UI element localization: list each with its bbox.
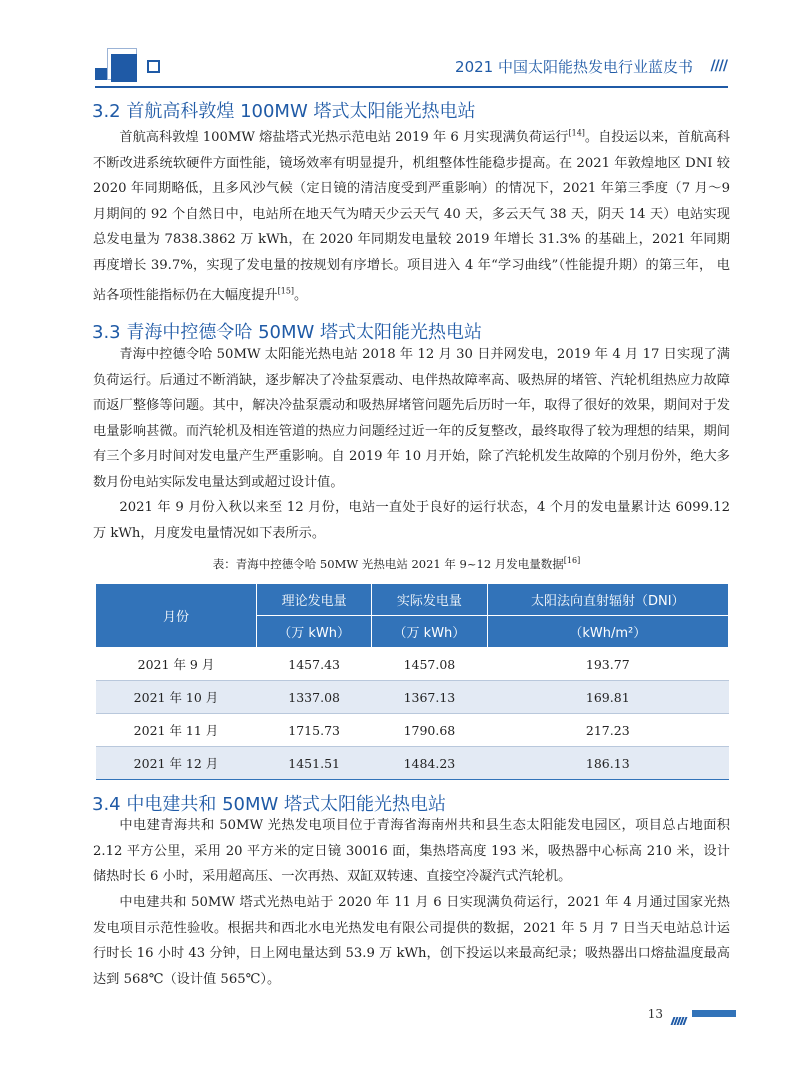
generation-data-table bbox=[95, 583, 729, 780]
cell-theory: 1457.43 bbox=[257, 648, 372, 681]
cell-theory: 1451.51 bbox=[257, 747, 372, 780]
cell-actual: 1484.23 bbox=[372, 747, 487, 780]
section-heading-3-2: 3.2 首航高科敦煌 100MW 塔式太阳能光热电站 bbox=[92, 101, 476, 122]
cell-actual: 1367.13 bbox=[372, 681, 487, 714]
cell-month: 2021 年 10 月 bbox=[96, 681, 257, 714]
running-header-title: 2021 中国太阳能热发电行业蓝皮书 bbox=[455, 58, 693, 76]
cell-dni: 217.23 bbox=[487, 714, 728, 747]
section-heading-3-3: 3.3 青海中控德令哈 50MW 塔式太阳能光热电站 bbox=[92, 322, 483, 343]
section-3-4-paragraph-1: 中电建青海共和 50MW 光热发电项目位于青海省海南州共和县生态太阳能发电园区，项目总占地面积 2.12 平方公里，采用 20 平方米的定日镜 30016 面，集热塔高度 193 米，吸热器中心标高 210 米，设计储热时长 6 小时，采用超高压、一次再热、双缸双转速、直接空冷凝汽式汽轮机。 bbox=[93, 818, 730, 884]
section-3-4-paragraph-2: 中电建共和 50MW 塔式光热电站于 2020 年 11 月 6 日实现满负荷运行，2021 年 4 月通过国家光热发电项目示范性验收。根据共和西北水电光热发电有限公司提供的数据，2021 年 5 月 7 日当天电站总计运行时长 16 小时 43 分钟，日上网电量达到 53.9 万 kWh，创下投运以来最高纪录；吸热器出口熔盐温度最高达到 568℃（设计值 565℃）。 bbox=[93, 895, 730, 987]
section-3-2-paragraph: 首航高科敦煌 100MW 熔盐塔式光热示范电站 2019 年 6 月实现满负荷运行[14]。自投运以来，首航高科不断改进系统软硬件方面性能，镜场效率有明显提升，机组整体性能稳步提高。在 2021 年敦煌地区 DNI 较 2020 年同期略低，且多风沙气候（定日镜的清洁度受到严重影响）的情况下，2021 年第三季度（7 月～9 月期间的 92 个自然日中，电站所在地天气为晴天少云天气 40 天，多云天气 38 天，阴天 14 天）电站实现总发电量为 7838.3862 万 kWh，在 2020 年同期发电量较 2019 年增长 31.3% 的基础上，2021 年同期再度增长 39.7%，实现了发电量的按规划有序增长。项目进入 4 年“学习曲线”（性能提升期）的第三年， 电站各项性能指标仍在大幅度提升[15]。 bbox=[93, 129, 730, 303]
header-theory: 理论发电量 bbox=[257, 584, 372, 616]
section-3-3-paragraph-2: 2021 年 9 月份入秋以来至 12 月份，电站一直处于良好的运行状态，4 个月的发电量累计达 6099.12 万 kWh，月度发电量情况如下表所示。 bbox=[93, 500, 730, 541]
cell-actual: 1790.68 bbox=[372, 714, 487, 747]
table-caption: 表：青海中控德令哈 50MW 光热电站 2021 年 9~12 月发电量数据[16] bbox=[212, 556, 581, 571]
footer-bar bbox=[692, 1010, 736, 1017]
header-theory-unit: （万 kWh） bbox=[257, 616, 372, 648]
table-caption-ref: [16] bbox=[563, 556, 581, 566]
table-row bbox=[96, 747, 729, 780]
header-actual: 实际发电量 bbox=[372, 584, 487, 616]
table-row bbox=[96, 681, 729, 714]
logo-square-outline bbox=[147, 60, 160, 73]
section-heading-3-4: 3.4 中电建共和 50MW 塔式太阳能光热电站 bbox=[92, 794, 447, 815]
table-row bbox=[96, 648, 729, 681]
cell-dni: 193.77 bbox=[487, 648, 728, 681]
cell-dni: 169.81 bbox=[487, 681, 728, 714]
footer-stripes bbox=[672, 1010, 694, 1018]
header-stripes: //// bbox=[710, 58, 727, 74]
header-rule bbox=[95, 86, 728, 88]
cell-month: 2021 年 12 月 bbox=[96, 747, 257, 780]
header-dni: 太阳法向直射辐射（DNI） bbox=[487, 584, 728, 616]
header-month: 月份 bbox=[96, 584, 257, 648]
table-row bbox=[96, 714, 729, 747]
header-logo bbox=[95, 48, 175, 88]
cell-theory: 1337.08 bbox=[257, 681, 372, 714]
section-3-3-paragraph-1: 青海中控德令哈 50MW 太阳能光热电站 2018 年 12 月 30 日并网发电，2019 年 4 月 17 日实现了满负荷运行。后通过不断消缺，逐步解决了冷盐泵震动、电伴热故障率高、吸热屏的堵管、汽轮机组热应力故障而返厂整修等问题。其中，解决冷盐泵震动和吸热屏堵管问题先后历时一年，取得了很好的效果，期间对于发电量影响甚微。而汽轮机及相连管道的热应力问题经过近一年的反复整改，最终取得了较为理想的结果，期间有三个多月时间对发电量产生严重影响。自 2019 年 10 月开始，除了汽轮机发生故障的个别月份外，绝大多数月份电站实际发电量达到或超过设计值。 bbox=[93, 347, 730, 490]
cell-dni: 186.13 bbox=[487, 747, 728, 780]
cell-theory: 1715.73 bbox=[257, 714, 372, 747]
header-actual-unit: （万 kWh） bbox=[372, 616, 487, 648]
logo-square-small bbox=[95, 68, 107, 80]
cell-actual: 1457.08 bbox=[372, 648, 487, 681]
cell-month: 2021 年 11 月 bbox=[96, 714, 257, 747]
logo-square-large bbox=[111, 54, 137, 82]
cell-month: 2021 年 9 月 bbox=[96, 648, 257, 681]
page-number: 13 bbox=[647, 1007, 663, 1021]
header-dni-unit: （kWh/m²） bbox=[487, 616, 728, 648]
